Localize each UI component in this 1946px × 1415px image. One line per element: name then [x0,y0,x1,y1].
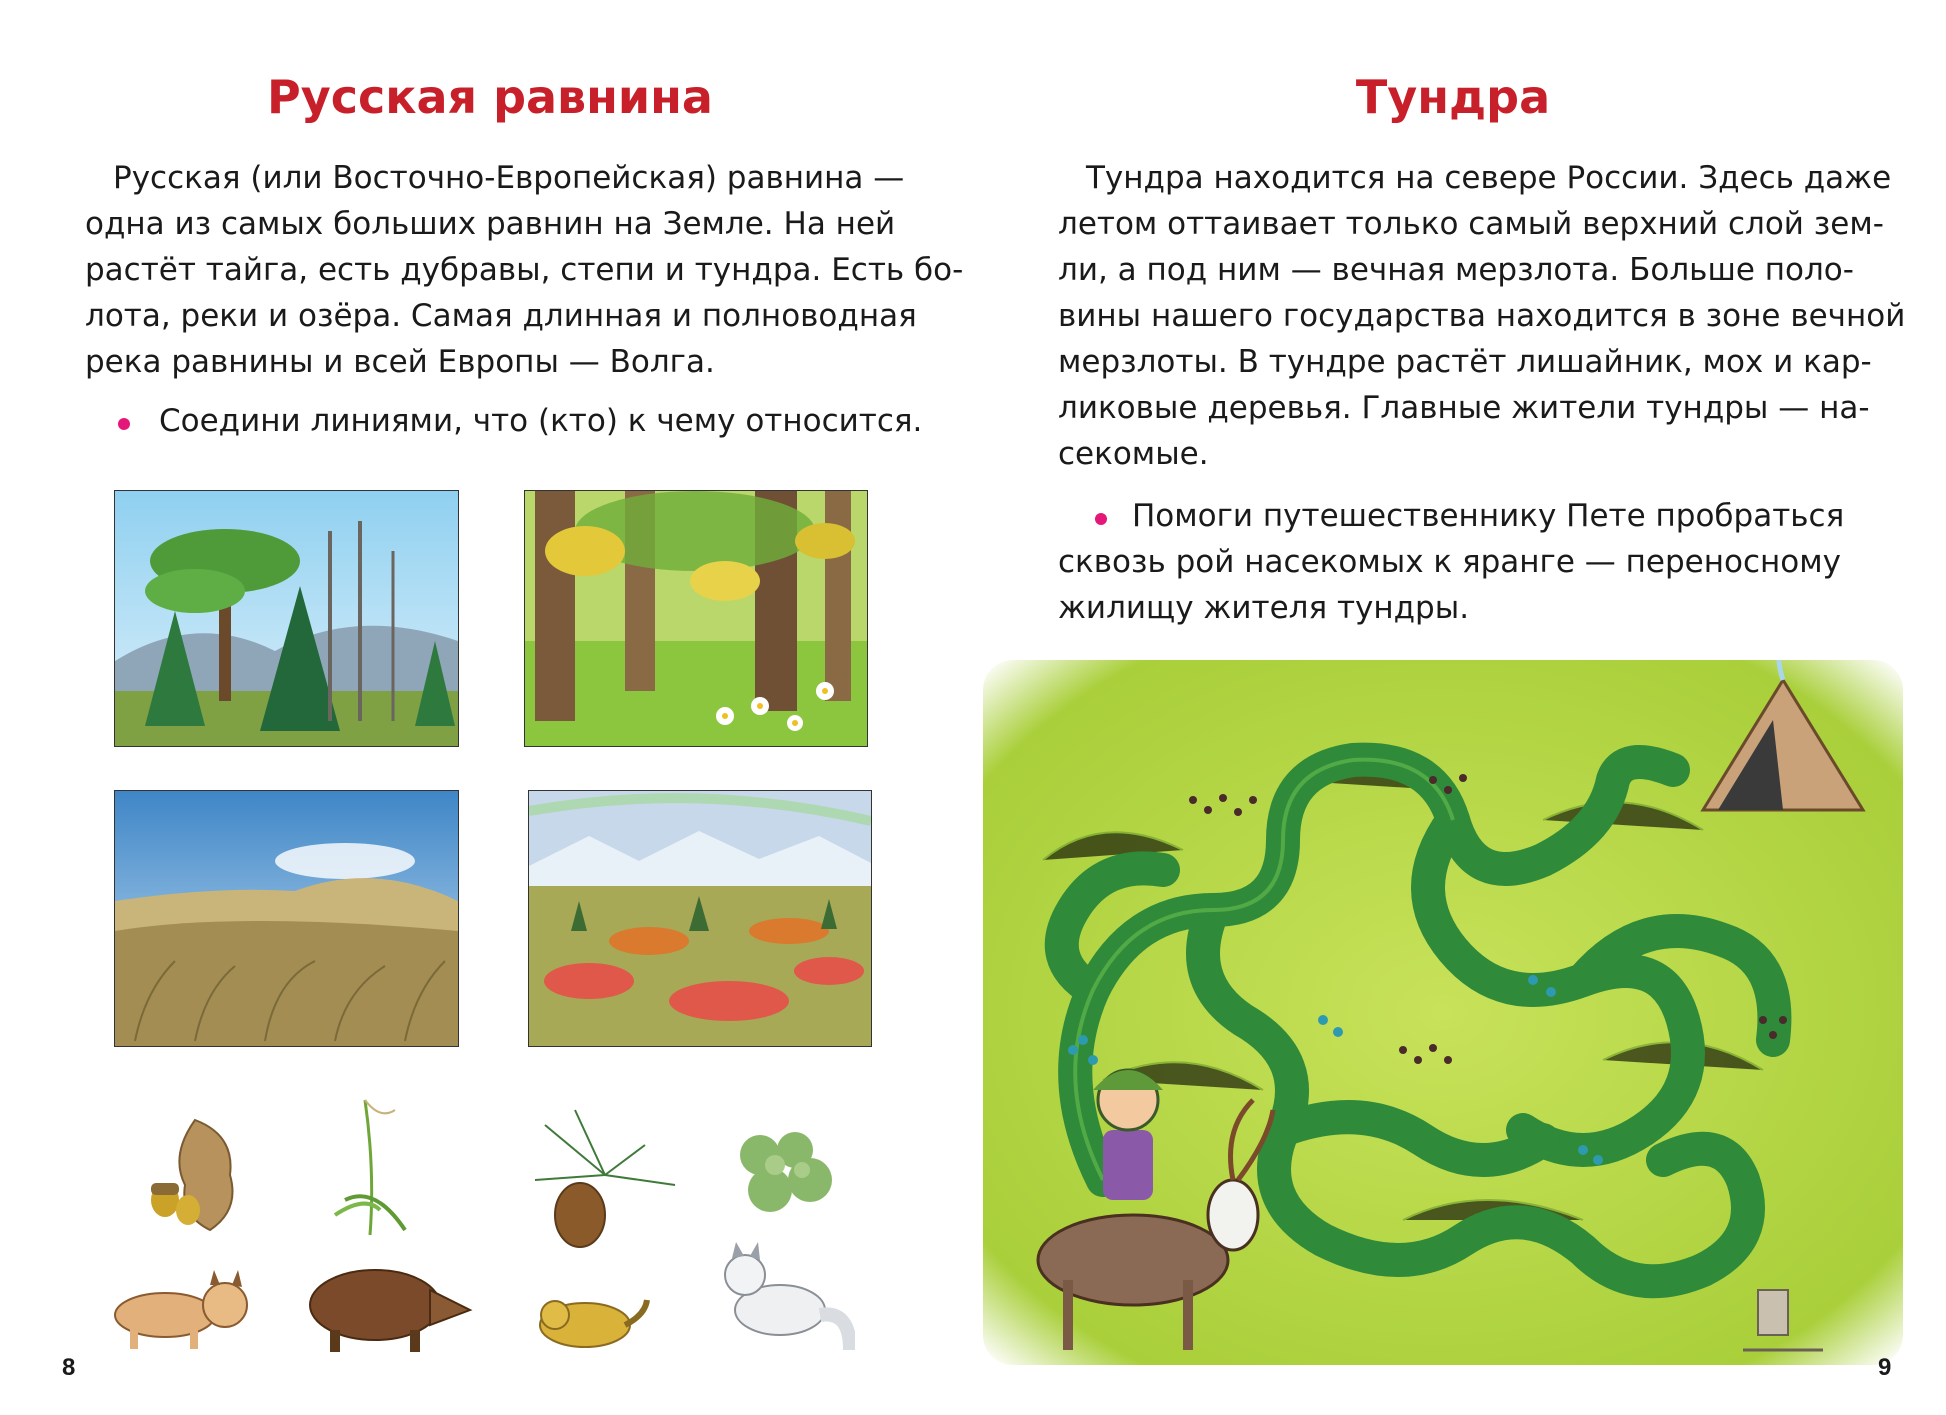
page-title: Русская равнина [267,70,713,124]
oak-leaf-acorn-icon [140,1115,255,1235]
paragraph-line: летом оттаивает только самый верхний слой зем- [1058,206,1884,242]
task-line: сквозь рой насекомых к яранге — переносному [1058,544,1841,580]
paragraph [1058,155,1906,477]
steppe-icon [114,790,459,1047]
oak-forest-icon [524,490,868,747]
page-number: 8 [62,1354,76,1381]
taiga-icon [114,490,459,747]
paragraph-line: мерзлоты. В тундре растёт лишайник, мох и кар- [1058,344,1872,380]
gopher-icon [525,1285,650,1355]
maze-icon [983,660,1903,1365]
right-page [973,0,1946,1415]
page-title: Тундра [1355,70,1551,124]
task-line: Помоги путешественнику Пете пробраться [1132,498,1845,534]
paragraph-line: одна из самых больших равнин на Земле. На ней [85,206,896,242]
paragraph [85,155,964,385]
feather-grass-icon [325,1090,420,1240]
paragraph-line: растёт тайга, есть дубравы, степи и тундра. Есть бо- [85,252,964,288]
wild-boar-icon [300,1255,475,1355]
task-text [85,398,923,444]
paragraph-line: ли, а под ним — вечная мерзлота. Больше поло- [1058,252,1854,288]
tundra-icon [528,790,872,1047]
paragraph-line: река равнины и всей Европы — Волга. [85,344,715,380]
page-number: 9 [1878,1354,1892,1381]
arctic-fox-icon [710,1240,855,1360]
paragraph-line: секомые. [1058,436,1209,472]
paragraph-line: ликовые деревья. Главные жители тундры — на- [1058,390,1870,426]
lynx-icon [100,1265,260,1355]
paragraph-line: Русская (или Восточно-Европейская) равнина — [113,160,905,196]
lichen-icon [730,1125,840,1220]
paragraph-line: Тундра находится на севере России. Здесь даже [1086,160,1892,196]
task-text [1058,493,1888,631]
task-line: Соедини линиями, что (кто) к чему относится. [159,403,923,439]
pine-cone-icon [525,1105,685,1250]
paragraph-line: вины нашего государства находится в зоне вечной [1058,298,1906,334]
paragraph-line: лота, реки и озёра. Самая длинная и полноводная [85,298,917,334]
task-line: жилищу жителя тундры. [1058,590,1470,626]
